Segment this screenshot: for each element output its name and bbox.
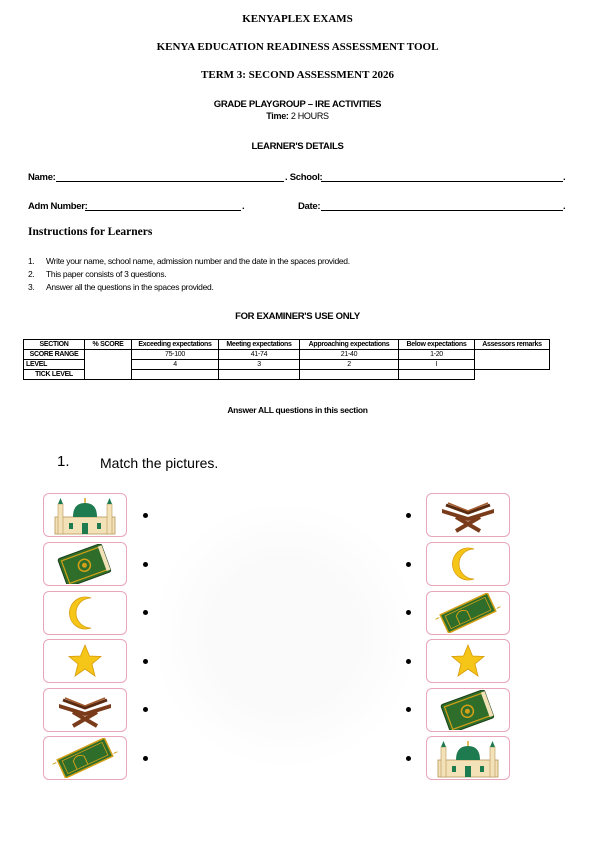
learner-details-heading: LEARNER'S DETAILS (251, 141, 344, 152)
right-match-dot-3[interactable] (406, 610, 411, 615)
left-match-dot-3[interactable] (143, 610, 148, 615)
table-cell: 4 (132, 360, 219, 370)
tick-cell[interactable] (219, 370, 300, 380)
quran-icon (45, 544, 125, 584)
left-match-dot-6[interactable] (143, 756, 148, 761)
left-card-4[interactable] (43, 639, 127, 683)
star-icon (45, 641, 125, 681)
table-cell: 21-40 (300, 350, 399, 360)
score-range-label: SCORE RANGE (24, 350, 85, 360)
instruction-item: 3. Answer all the questions in the spaces provided. (28, 282, 214, 292)
date-field-end: . (563, 201, 566, 212)
question-number: 1. (57, 453, 70, 470)
right-match-dot-4[interactable] (406, 659, 411, 664)
table-cell: 75-100 (132, 350, 219, 360)
table-header: Exceeding expectations (132, 340, 219, 350)
quran-stand-icon (428, 495, 508, 535)
instruction-item: 1. Write your name, school name, admission number and the date in the spaces provided. (28, 256, 350, 266)
adm-field-end: . (242, 201, 245, 212)
table-blank (475, 370, 550, 380)
term-title: TERM 3: SECOND ASSESSMENT 2026 (201, 69, 394, 81)
grade-subject: GRADE PLAYGROUP – IRE ACTIVITIES (213, 99, 382, 110)
left-card-6[interactable] (43, 736, 127, 780)
right-card-3[interactable] (426, 591, 510, 635)
examiner-title: FOR EXAMINER'S USE ONLY (235, 311, 360, 322)
percent-score-cell[interactable] (85, 350, 132, 380)
table-cell: 2 (300, 360, 399, 370)
quran-stand-icon (45, 690, 125, 730)
right-match-dot-2[interactable] (406, 562, 411, 567)
crescent-icon (428, 544, 508, 584)
name-label: Name: (28, 172, 56, 183)
left-match-dot-4[interactable] (143, 659, 148, 664)
right-match-dot-1[interactable] (406, 513, 411, 518)
table-header: SECTION (24, 340, 85, 350)
prayer-mat-icon (45, 738, 125, 778)
level-label: LEVEL (24, 360, 85, 370)
crescent-icon (45, 593, 125, 633)
instructions-title: Instructions for Learners (28, 226, 153, 238)
assessors-remarks-cell[interactable] (475, 350, 550, 370)
right-card-2[interactable] (426, 542, 510, 586)
right-match-dot-6[interactable] (406, 756, 411, 761)
right-match-dot-5[interactable] (406, 707, 411, 712)
table-cell: 41-74 (219, 350, 300, 360)
table-cell: I (399, 360, 475, 370)
date-field[interactable] (321, 210, 563, 211)
left-card-3[interactable] (43, 591, 127, 635)
tick-cell[interactable] (132, 370, 219, 380)
right-card-5[interactable] (426, 688, 510, 732)
table-header-row (24, 340, 550, 350)
table-header: Below expectations (399, 340, 475, 350)
exam-body-title: KENYAPLEX EXAMS (242, 13, 353, 25)
right-card-6[interactable] (426, 736, 510, 780)
question-text: Match the pictures. (100, 455, 219, 471)
table-cell: 1-20 (399, 350, 475, 360)
time-line (0, 111, 595, 121)
tick-level-label: TICK LEVEL (24, 370, 85, 380)
school-field-end: . (563, 172, 566, 183)
table-header: Approaching expectations (300, 340, 399, 350)
mosque-icon (45, 495, 125, 535)
left-card-5[interactable] (43, 688, 127, 732)
time-label: Time: (266, 111, 289, 121)
right-card-4[interactable] (426, 639, 510, 683)
table-cell: 3 (219, 360, 300, 370)
quran-icon (428, 690, 508, 730)
star-icon (428, 641, 508, 681)
time-value: 2 HOURS (290, 111, 329, 121)
answer-all-note: Answer ALL questions in this section (227, 405, 368, 415)
left-match-dot-2[interactable] (143, 562, 148, 567)
adm-number-label: Adm Number: (28, 201, 88, 212)
left-match-dot-5[interactable] (143, 707, 148, 712)
watermark (160, 490, 410, 780)
score-table (23, 339, 550, 380)
left-card-2[interactable] (43, 542, 127, 586)
assessment-tool-title: KENYA EDUCATION READINESS ASSESSMENT TOOL (156, 41, 439, 53)
table-header: Meeting expectations (219, 340, 300, 350)
tick-cell[interactable] (300, 370, 399, 380)
table-row (24, 350, 550, 360)
table-header: Assessors remarks (475, 340, 550, 350)
table-header: % SCORE (85, 340, 132, 350)
tick-cell[interactable] (399, 370, 475, 380)
name-field[interactable] (56, 181, 284, 182)
mosque-icon (428, 738, 508, 778)
adm-number-field[interactable] (85, 210, 241, 211)
left-match-dot-1[interactable] (143, 513, 148, 518)
school-label: . School: (285, 172, 323, 183)
date-label: Date: (298, 201, 321, 212)
prayer-mat-icon (428, 593, 508, 633)
instruction-item: 2. This paper consists of 3 questions. (28, 269, 167, 279)
school-field[interactable] (321, 181, 563, 182)
left-card-1[interactable] (43, 493, 127, 537)
right-card-1[interactable] (426, 493, 510, 537)
